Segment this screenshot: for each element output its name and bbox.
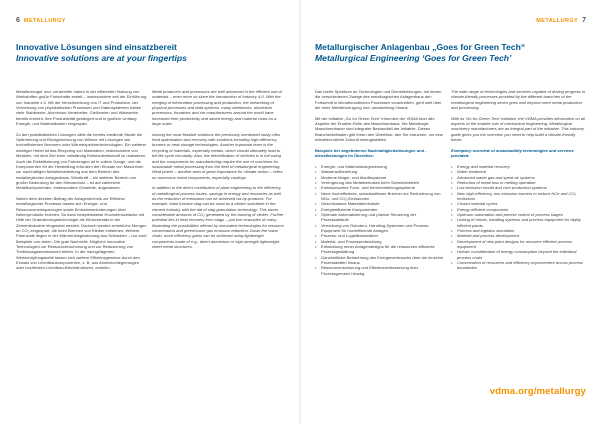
solutions-list-english [451,164,587,271]
list-heading: Beispiele der angebotenen Nachhaltigkeitslösungen und -dienstleistungen im Überblick: [315,147,427,159]
paragraph: Metal producers and processors are well advanced in the efficient use of materials – even more so since the introduction of Industry 4.0. With the merging of information processing and production, the networking of physical processes and data systems, many steelworks, aluminium processors, foundries and car manufacturers around the world have increased their productivity and saved energy and material costs on a large scale. [152,89,282,127]
list-item: • Advanced waste gas and spent air systems [451,175,587,180]
paragraph: Metallerzeuger und -verarbeiter haben in der effizienten Nutzung von Werkstoffen große Fortschritte erzielt – insbesondere seit der Einführung von Industrie 4.0. Mit der Verschmelzung von IT und Produktion, der Vernetzung von physikalischen Prozessen und Datensystemen haben viele Stahlwerke, Aluminium-Verarbeiter, Gießereien und Walzwerke bereits erreicht, ihre Produktivität gesteigert und in großem Umfang Energie- und Materialkosten eingespart. [16,89,147,127]
paragraph: Mit der Initiative „Go for Green Tech“ informiert der VDMA über alle Aspekte der Enabler-Rolle des Maschinenbaus. Die Metallurgie Maschinenbauer sind integraler Bestandteil der Initiative. Dieses Branchenleitfaden gibt Ihnen den Überblick, den Sie brauchen, um eine klimafreundliche Zukunft mitzugestalten. [315,115,444,143]
paragraph: In addition to the direct contribution of plant engineering to the efficiency of metallurgical process routes, savings in energy and resources as well as the reduction of emissions can be achieved via by-products. For example, blast furnace slag can be used as a clinker substitute in the cement industry with the aid of slag granulation technology. This saves considerable amounts of CO₂ generated by the burning of clinker. Further potential lies in heat recovery from slags – just two examples of many illustrating the possibilities offered by innovative technologies for resource conservation and greenhouse gas emission reduction. Down the value chain, more efficiency gains can be achieved using lightweight components made of e.g., direct aluminium or high-strength lightweight sheet metal structures. [152,185,284,250]
list-item: • Optimum automation and precise control of process stages [451,212,587,217]
list-item: • Verringerung des Metallverlustes beim Schmelzbetrieb [315,180,445,185]
paragraph: Neben dem direkten Beitrag der Anlagentechnik zur Effizienz metallurgischer Prozesse lassen sich Energie- und Ressourceneinsparungen sowie Emissionsminderungen über Nebenprodukte erzielen. So kann beispielsweise Hochofenschlacke mit Hilfe der Granulierungstechnologie als Klinkerersatz in der Zementindustrie eingesetzt werden. Dadurch werden erhebliche Mengen an CO₂ eingespart, die beim Brennen von Klinker entstehen. Weitere Potenziale liegen in der Wärmerückgewinnung aus Schlacken – nur zwei Beispiele von vielen. Die gute Nachricht: Mögliche innovative Technologien zur Ressourcenschonung und zur Reduzierung von Treibhausgasemissionen bieten. In der nachgelagerten Wertschöpfungskette lassen sich weitere Effizienzgewinne durch den Einsatz von Leichtbaukomponenten, z. B. aus Aluminiumlegierungen oder hochfesten Leichtbau-Blechstrukturen, erzielen. [16,195,147,271]
list-item: • Material and process development [451,233,587,238]
list-item: • Holistic consideration of energy consumption beyond the individual process chain [451,249,587,260]
list-item: • Geschlossene Materialkreisläufe [315,201,445,206]
list-item: • Low-emission mould and core production systems [451,185,587,190]
title-german: Innovative Lösungen sind einsatzbereit [16,42,177,52]
list-item: • Conservation of resources and efficiency improvement across process boundaries [451,260,587,271]
german-text-column [315,89,445,276]
german-text-column [16,89,147,276]
list-item: • Closed material cycles [451,201,587,206]
website-link[interactable]: vdma.org/metallurgy [489,386,586,397]
list-item: • Ganzheitliche Betrachtung des Energieverbrauchs über die einzelne Prozessketten hinaus [315,255,445,266]
left-page-header [16,17,66,24]
list-item: • Development of new plant designs for resource efficient process equipment [451,239,587,250]
paragraph: Among the most feasible solutions the previously mentioned study cites heat optimisation and recovery with solutions including high-efficiency burners or heat storage technologies. Another important lever is the recycling of materials, especially metals, which should ultimately lead to full life-cycle circularity. Also, the electrification of vehicles is in full swing and the components for manufacturing require the use of machines for sustainable metal processing from the field of metallurgical engineering. Wind power – another area of great importance for climate action – relies on numerous metal components, especially castings. [152,131,283,180]
title-english: Innovative solutions are at your fingertips [16,52,187,63]
title-german: Metallurgischer Anlagenbau „Goes for Green Tech“ [315,42,526,52]
solutions-list-german [315,164,445,276]
list-item: • Reduction of metal loss in melting operation [451,180,587,185]
list-item: • Neue hocheffiziente, schadstoffarme Brenner zur Reduzierung von NOx- und CO₂-Emissionen [315,191,445,202]
list-item: • Optimale Automatisierung und präzise Steuerung der Prozessabläufe [315,212,445,223]
list-item: • Energy and material recovery [451,164,587,169]
list-item: • Linking of robots, handling systems and process equipment for highly efficient plants [451,217,587,228]
page-number: 7 [582,17,586,24]
section-label: METALLURGY [23,18,66,24]
right-page [300,0,600,424]
list-item: • Material- und Prozessentwicklung [315,239,445,244]
right-page-title [315,42,585,63]
list-item: • Energy-efficient components [451,207,587,212]
list-item: • Moderne Mager- und Alaufbsysteme [315,175,445,180]
list-heading: Exemplary overview of sustainability technologies and services provided: [451,147,574,159]
paragraph: The wide range of technologies and services capable of driving progress in climate-friendly processes provided by the different branches of the metallurgical engineering sector goes well beyond mere metal production and processing. [451,89,586,111]
list-item: • Water treatment [451,169,587,174]
list-item: • Energieeffiziente Komponenten [315,207,445,212]
list-item: • Vernetzung von Robotern, Handling-Systemen und Prozess-Equipment für hocheffiziente Anlagen [315,223,445,234]
left-page-title [16,42,286,63]
list-item: • Energie- und Materialrückgewinnung [315,164,445,169]
list-item: • Ressourcenschonung und Effizienzverbesserung über Prozessgrenzen hinweg [315,265,445,276]
paragraph: Das breite Spektrum an Technologien und Dienstleistungen, mit denen die verschiedenen Zweige des metallurgischen Anlagenbaus den Fortschritt in klimafreundlichen Prozessen vorantreiben, geht weit über die reine Metallerzeugung und -verarbeitung hinaus. [315,89,442,111]
list-item: • Entwicklung neuer Anlagendesigns für die ressourcen-effiziente Prozessgestaltung [315,244,445,255]
list-item: • Process and logistics simulation [451,228,587,233]
list-item: • Wasseraufbereitung [315,169,445,174]
english-text-column [451,89,587,271]
english-text-column [152,89,285,255]
title-english: Metallurgical Engineering ‘Goes for Green Tech’ [315,52,512,63]
list-item: • New high-efficiency, low-emission burners to reduce NOx and CO₂ emissions [451,191,587,202]
paragraph: Zu den praktikabelsten Lösungen zählt die bereits erwähnte Studie die Optimierung und Rückgewinnung von Wärme mit Lösungen wie hocheffizienten Brennern oder Wärmespeichertechnologien. Ein weiterer wichtiger Hebel ist das Recycling von Materialien, insbesondere von Metallen, mit dem Ziel einer vollständig Kreislaufwirtschaft zu realisieren. Auch die Elektrifizierung von Fahrzeugen ist in vollem Gange, und die Komponenten für die Herstellung erfordern den Einsatz von Maschinen zur nachhaltigen Metallverarbeitung aus dem Bereich des metallurgischen Anlagenbaus. Windkraft – ein weiterer Bereich von großer Bedeutung für den Klimaschutz – ist auf zahlreiche Metallkomponenten, insbesondere Gussteile, angewiesen. [16,131,147,191]
list-item: • Prozess- und Logistiksimulation [315,233,445,238]
page-number: 6 [16,17,20,24]
paragraph: With its 'Go for Green Tech' initiative, the VDMA provides information on all aspects of the enabler role of mechanical engineering. Metallurgical machinery manufacturers are an integral part of the initiative. This industry guide gives you the overview you need to help build a climate-friendly future. [451,115,585,143]
list-item: • Emissionsarme Form- und Kernherstellungssysteme [315,185,445,190]
right-page-header [536,17,586,24]
section-label: METALLURGY [536,18,579,24]
